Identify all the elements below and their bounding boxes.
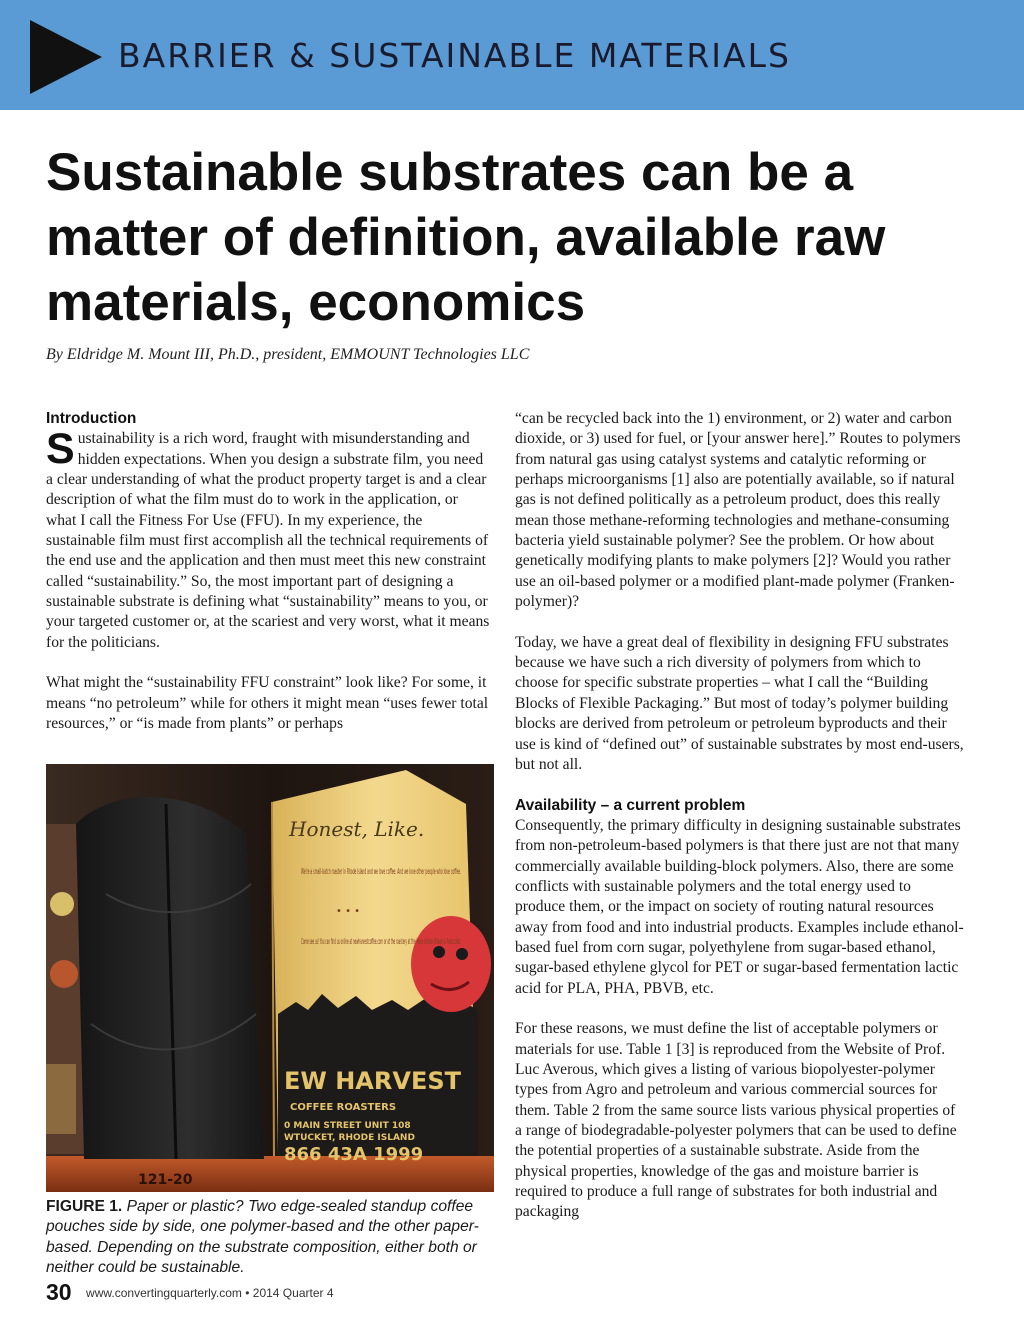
photo-shelf-tag: 121-20 [138,1172,193,1188]
footer-issue: 2014 Quarter 4 [252,1286,334,1300]
right-column [515,409,965,1243]
figure-caption [46,1197,490,1279]
photo-address-1: 0 MAIN STREET UNIT 108 [284,1121,411,1131]
availability-heading: Availability – a current problem [515,796,746,814]
right-paragraph-4: For these reasons, we must define the list of acceptable polymers or materials for use. Table 1 [3] is reproduced from the Website of Prof. Luc Averous, which gives a listing of various biopolyester-polymer types from Agro and petroleum and various commercial sources for them. Table 2 from the same source lists various physical properties of a range of biodegradable-polyester polymers that can be used to define the potential properties of a sustainable substrate. Aside from the physical properties, knowledge of the gas and moisture barrier is required to produce a full range of substrates for both industrial and packaging [515,1020,957,1221]
photo-brand-script: Honest, Like. [289,817,425,841]
intro-heading: Introduction [46,410,137,427]
footer-url: www.convertingquarterly.com [86,1286,242,1300]
photo-story-1: We're a small-batch roaster in Rhode Island and we love coffee. And we love other people who love coffee. [301,867,461,876]
article-title: Sustainable substrates can be a matter of definition, available raw materials, economics [46,143,886,332]
footer-separator: • [245,1286,250,1300]
right-paragraph-1: “can be recycled back into the 1) environment, or 2) water and carbon dioxide, or 3) used for fuel, or [your answer here].” Routes to polymers from natural gas using catalyst systems and catalytic reforming or perhaps microorganisms [1] also are potentially available, so if natural gas is not defined politically as a petroleum product, does this really mean those methane-reforming technologies and methane-consuming bacteria yield sustainable polymer? See the problem. Or how about genetically modifying plants to make polymers [2]? Would you rather use an oil-based polymer or a modified plant-made polymer (Franken-polymer)? [515,410,961,611]
intro-paragraph-2: What might the “sustainability FFU constraint” look like? For some, it means “no petroleum” while for others it might mean “uses fewer total resources,” or “is made from plants” or perhaps [46,674,489,733]
figure-label: FIGURE 1. [46,1198,123,1215]
right-paragraph-2: Today, we have a great deal of flexibility in designing FFU substrates because we have such a rich diversity of polymers from which to choose for specific substrate properties – what I call the “Building Blocks of Flexible Packaging.” But most of today’s polymer building blocks are derived from petroleum or petroleum byproducts and their use is kind of “defined out” of sustainable substrates by most end-users, but not all. [515,633,964,773]
photo-address-2: WTUCKET, RHODE ISLAND [284,1133,415,1143]
figure-caption-text: Paper or plastic? Two edge-sealed standup coffee pouches side by side, one polymer-based and the other paper-based. Depending on the substrate composition, either both or neither could be sustainable. [46,1198,479,1277]
play-arrow-icon [30,20,102,94]
left-column [46,409,490,755]
article-byline: By Eldridge M. Mount III, Ph.D., president, EMMOUNT Technologies LLC [46,346,530,363]
right-paragraph-3: Consequently, the primary difficulty in designing sustainable substrates from non-petroleum-based polymers is that there just are not that many commercially available building-block polymers. Also, there are some conflicts with sustainable polymers and the total energy used to produce them, or the impact on society of routing natural resources away from food and into industrial products. Examples include ethanol-based fuel from corn sugar, polyethylene from sugar-based ethanol, sugar-based ethylene glycol for PET or sugar-based fermentation lactic acid for PLA, PHA, PBVB, etc. [515,816,964,997]
photo-phone: 866 43A 1999 [284,1144,424,1165]
drop-cap: S [46,425,75,474]
section-banner [0,0,1024,110]
intro-paragraph-1 [46,425,490,653]
page-footer [46,1279,334,1306]
photo-story-2: Come see us! You can find us online at newharvestcoffee.com or at the roastery at the Hope Artiste Village in Pawtucket. [301,937,461,946]
section-title: BARRIER & SUSTAINABLE MATERIALS [118,36,791,75]
photo-brand-sub: COFFEE ROASTERS [290,1102,397,1113]
photo-brand-name: EW HARVEST [284,1067,461,1095]
coffee-pouches-photo [46,764,494,1192]
footer-info [86,1286,333,1300]
page-number: 30 [46,1279,72,1305]
photo-dots: • • • [336,906,361,917]
intro-paragraph-1-text: ustainability is a rich word, fraught with misunderstanding and hidden expectations. When you design a substrate film, you need a clear understanding of what the product property target is and a clear description of what the film must do to work in the application, or what I call the Fitness For Use (FFU). In my experience, the sustainable film must first accomplish all the technical requirements of the end use and the application and then must meet this new constraint called “sustainability.” So, the most important part of designing a sustainable substrate is defining what “sustainability” means to you, or your targeted customer or, at the scariest and very worst, what it means for the politicians. [46,430,490,651]
